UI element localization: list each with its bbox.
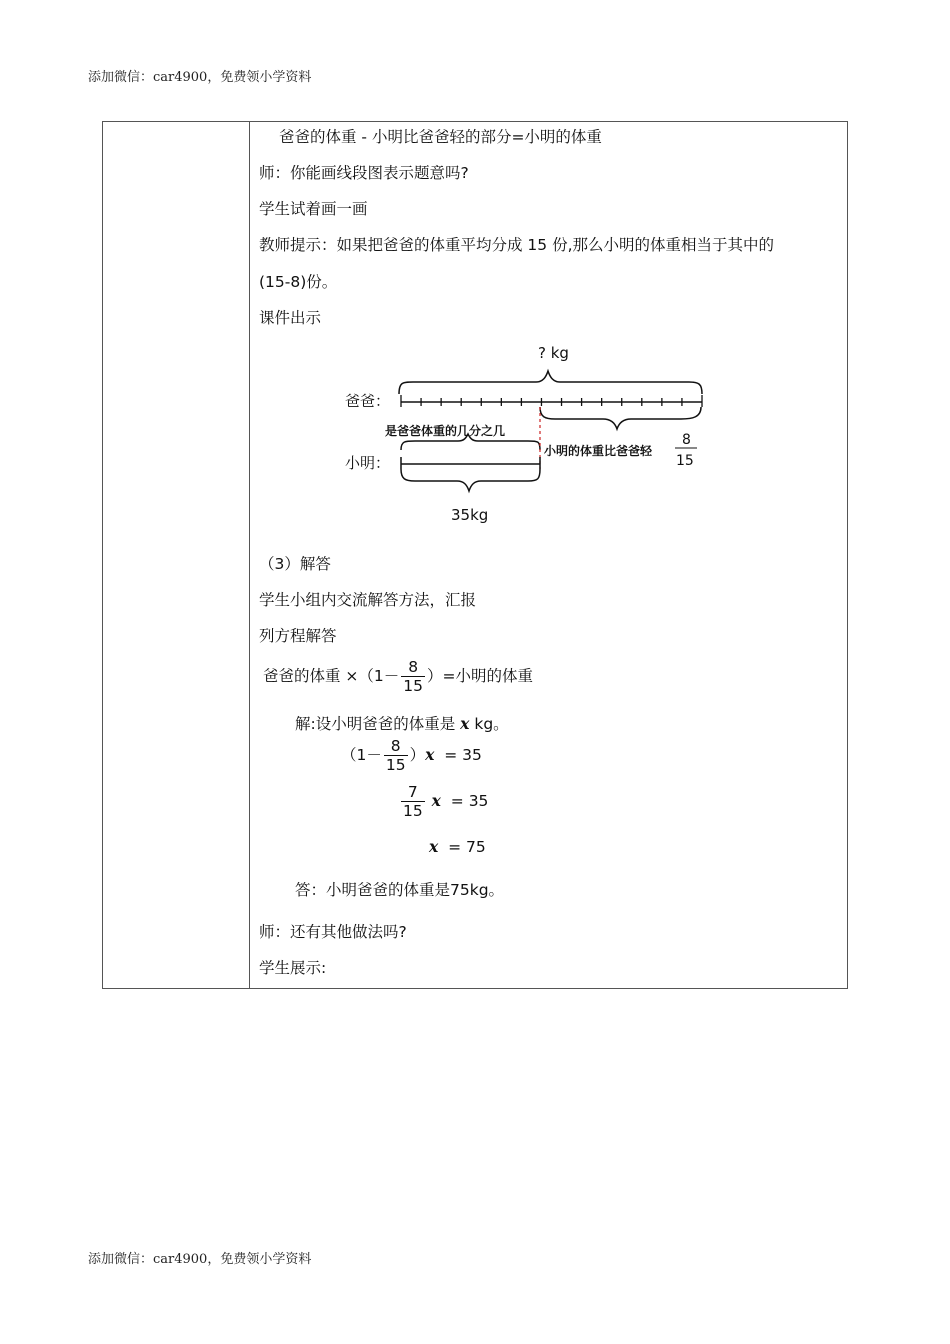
- eq1-variable: x: [425, 745, 435, 764]
- text-line-6: 课件出示: [259, 309, 322, 327]
- text-line-2: 师：你能画线段图表示题意吗?: [259, 164, 469, 182]
- eq3-variable: x: [429, 837, 439, 856]
- text-line-7: （3）解答: [259, 555, 331, 573]
- variable-x: x: [460, 714, 470, 733]
- son-label: 小明：: [345, 454, 391, 472]
- footer-note: 添加微信：car4900，免费领小学资料: [88, 1252, 312, 1267]
- text-line-11: 学生展示:: [259, 959, 327, 977]
- right-fraction-denominator: 15: [676, 453, 694, 469]
- dad-segment-ticks: [401, 395, 702, 407]
- text-line-1: 爸爸的体重 - 小明比爸爸轻的部分=小明的体重: [279, 128, 602, 146]
- left-note: 是爸爸体重的几分之几: [385, 424, 506, 438]
- eq1-prefix: （1－: [341, 746, 382, 764]
- text-line-9: 列方程解答: [259, 627, 337, 645]
- right-fraction-numerator: 8: [682, 432, 691, 448]
- formula-suffix: ）=小明的体重: [427, 667, 534, 685]
- right-brace: [540, 407, 701, 429]
- eq1-fraction: [384, 737, 408, 774]
- eq2-numerator: 7: [401, 783, 425, 802]
- header-note: 添加微信：car4900，免费领小学资料: [88, 70, 312, 85]
- answer-line: 答：小明爸爸的体重是75kg。: [295, 881, 505, 899]
- solve-line: [295, 714, 509, 734]
- eq2-fraction: [401, 783, 425, 820]
- text-line-10: 师：还有其他做法吗?: [259, 923, 407, 941]
- segment-diagram: [333, 337, 723, 532]
- text-line-5: (15-8)份。: [259, 273, 338, 291]
- bottom-brace: [401, 469, 540, 491]
- formula-line: [263, 658, 533, 695]
- lesson-table: [102, 121, 848, 989]
- right-note: 小明的体重比爸爸轻: [544, 444, 653, 458]
- solve-prefix: 解:设小明爸爸的体重是: [295, 715, 456, 733]
- equation-line-1: [341, 737, 482, 774]
- text-line-4: 教师提示：如果把爸爸的体重平均分成 15 份,那么小明的体重相当于其中的: [259, 236, 775, 254]
- equation-line-3: [429, 837, 486, 857]
- eq2-variable: x: [431, 791, 441, 810]
- formula-denominator: 15: [403, 677, 424, 695]
- formula-numerator: 8: [401, 658, 425, 677]
- eq2-denominator: 15: [403, 802, 423, 820]
- top-brace: [399, 371, 702, 394]
- eq1-numerator: 8: [384, 737, 408, 756]
- top-question-label: ? kg: [538, 344, 569, 362]
- formula-fraction: [401, 658, 425, 695]
- eq2-rhs: = 35: [450, 792, 489, 810]
- formula-prefix: 爸爸的体重 ×（1－: [263, 667, 400, 685]
- bottom-weight-label: 35kg: [451, 506, 489, 524]
- eq1-denominator: 15: [385, 756, 406, 774]
- equation-line-2: [399, 783, 488, 820]
- eq1-rhs: = 35: [444, 746, 482, 764]
- dad-label: 爸爸：: [345, 392, 391, 410]
- column-divider: [249, 122, 250, 988]
- text-line-8: 学生小组内交流解答方法，汇报: [259, 591, 477, 609]
- eq1-suffix: ）: [409, 746, 426, 764]
- text-line-3: 学生试着画一画: [259, 200, 368, 218]
- eq3-rhs: = 75: [448, 838, 486, 856]
- solve-suffix: kg。: [474, 715, 509, 733]
